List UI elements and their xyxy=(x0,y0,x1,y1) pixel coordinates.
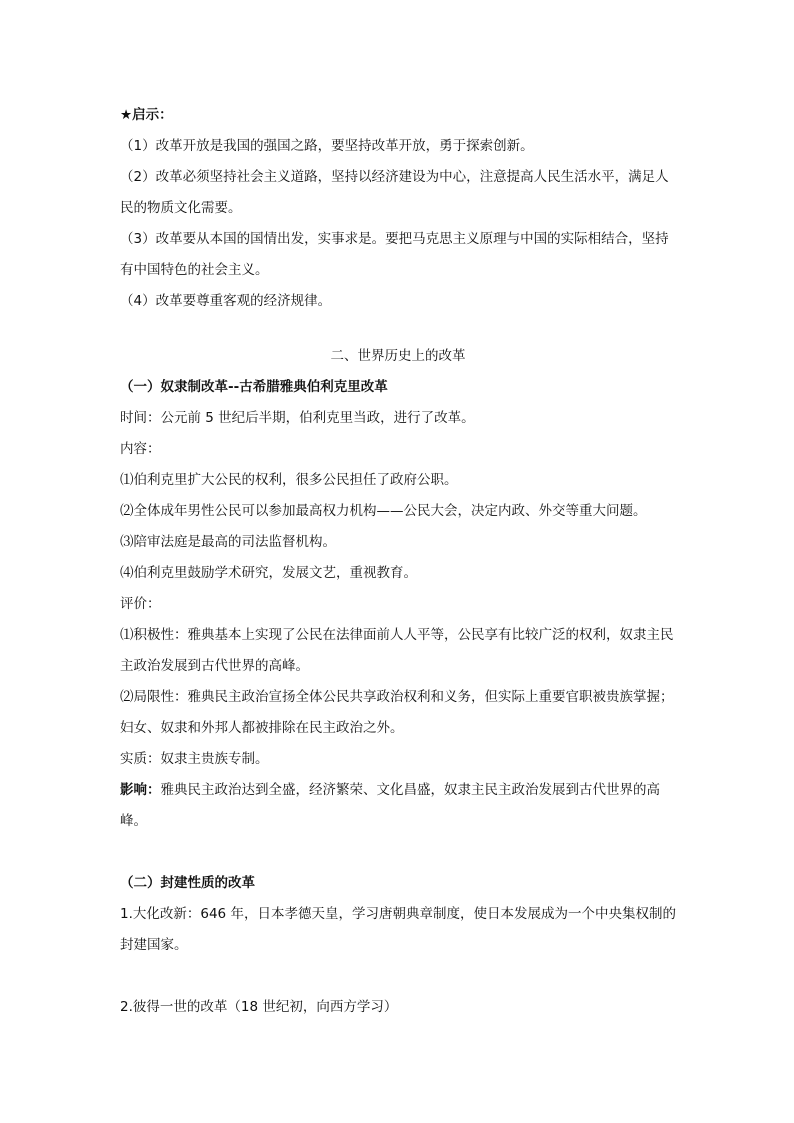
influence-label: 影响： xyxy=(120,782,161,798)
qishi-item-3: （3）改革要从本国的国情出发，实事求是。要把马克思主义原理与中国的实际相结合，坚持有中国特色的社会主义。 xyxy=(120,231,669,278)
section-heading: 二、世界历史上的改革 xyxy=(330,348,466,364)
content-item-2: ⑵全体成年男性公民可以参加最高权力机构——公民大会，决定内政、外交等重大问题。 xyxy=(120,503,647,519)
subsection-1-title: （一）奴隶制改革--古希腊雅典伯利克里改革 xyxy=(120,379,388,395)
essence-line: 实质：奴隶主贵族专制。 xyxy=(120,751,269,767)
content-item-1: ⑴伯利克里扩大公民的权利，很多公民担任了政府公职。 xyxy=(120,472,458,488)
influence-text: 雅典民主政治达到全盛，经济繁荣、文化昌盛，奴隶主民主政治发展到古代世界的高峰。 xyxy=(120,782,660,829)
eval-item-1: ⑴积极性：雅典基本上实现了公民在法律面前人人平等，公民享有比较广泛的权利，奴隶主民主政治发展到古代世界的高峰。 xyxy=(120,627,674,674)
document-body xyxy=(120,100,676,1023)
subsection-2-title: （二）封建性质的改革 xyxy=(120,875,255,891)
eval-label: 评价： xyxy=(120,596,161,612)
influence-line xyxy=(120,775,676,837)
content-label: 内容： xyxy=(120,441,161,457)
qishi-item-4: （4）改革要尊重客观的经济规律。 xyxy=(120,293,332,309)
qishi-item-2: （2）改革必须坚持社会主义道路，坚持以经济建设为中心，注意提高人民生活水平，满足人民的物质文化需要。 xyxy=(120,169,669,216)
content-item-3: ⑶陪审法庭是最高的司法监督机构。 xyxy=(120,534,336,550)
content-item-4: ⑷伯利克里鼓励学术研究，发展文艺，重视教育。 xyxy=(120,565,417,581)
qishi-title: ★启示： xyxy=(120,107,173,123)
eval-item-2: ⑵局限性：雅典民主政治宣扬全体公民共享政治权利和义务，但实际上重要官职被贵族掌握；妇女、奴隶和外邦人都被排除在民主政治之外。 xyxy=(120,689,674,736)
qishi-item-1: （1）改革开放是我国的强国之路，要坚持改革开放，勇于探索创新。 xyxy=(120,138,534,154)
time-line: 时间：公元前 5 世纪后半期，伯利克里当政，进行了改革。 xyxy=(120,410,475,426)
feudal-item-1: 1.大化改新：646 年，日本孝德天皇，学习唐朝典章制度，使日本发展成为一个中央集权制的封建国家。 xyxy=(120,906,676,953)
feudal-item-2: 2.彼得一世的改革（18 世纪初，向西方学习） xyxy=(120,999,398,1015)
